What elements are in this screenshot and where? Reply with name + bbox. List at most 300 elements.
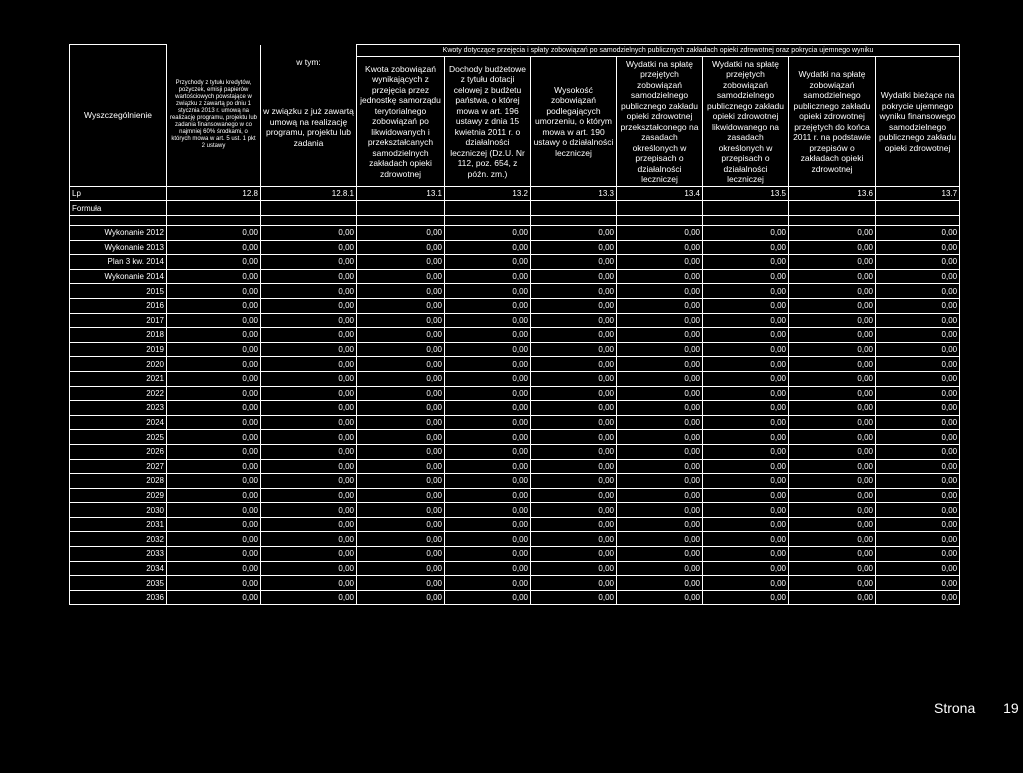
table-row: [70, 444, 960, 459]
table-row: [70, 313, 960, 328]
table-cell: 0,00: [531, 532, 617, 547]
table-cell: 0,00: [445, 517, 531, 532]
table-cell: 0,00: [357, 459, 445, 474]
row-label: 2032: [70, 532, 167, 547]
table-cell: 0,00: [357, 240, 445, 255]
table-cell: 0,00: [357, 532, 445, 547]
row-label: 2028: [70, 474, 167, 489]
table-cell: 0,00: [789, 503, 876, 518]
table-cell: 0,00: [617, 386, 703, 401]
table-cell: 0,00: [789, 444, 876, 459]
table-cell: 0,00: [876, 474, 960, 489]
table-cell: 0,00: [617, 328, 703, 343]
table-cell: 0,00: [167, 371, 261, 386]
table-row: [70, 532, 960, 547]
table-cell: 0,00: [261, 240, 357, 255]
table-cell: 0,00: [789, 561, 876, 576]
table-cell: 0,00: [789, 357, 876, 372]
table-cell: 0,00: [357, 255, 445, 270]
table-row: [70, 342, 960, 357]
row-label: 2024: [70, 415, 167, 430]
table-cell: 0,00: [167, 576, 261, 591]
table-row: [70, 328, 960, 343]
col-header-name: Wyszczególnienie: [70, 45, 167, 187]
table-cell: 0,00: [876, 313, 960, 328]
row-label: 2016: [70, 298, 167, 313]
table-cell: 0,00: [703, 226, 789, 241]
table-cell: 0,00: [261, 328, 357, 343]
table-cell: 0,00: [261, 401, 357, 416]
table-row: [70, 240, 960, 255]
table-cell: 0,00: [789, 590, 876, 605]
table-cell: 0,00: [357, 561, 445, 576]
lp-label: Lp: [70, 187, 167, 201]
lp-code: 13.2: [445, 187, 531, 201]
table-cell: 0,00: [789, 386, 876, 401]
table-cell: 0,00: [703, 474, 789, 489]
table-cell: 0,00: [445, 269, 531, 284]
table-cell: 0,00: [617, 547, 703, 562]
col-header-13-5: Wydatki na spłatę przejętych zobowiązań samodzielnego publicznego zakładu opieki zdrowotnej likwidowanego na zasadach określonych w przepisach o działalności leczniczej: [703, 57, 789, 187]
page-footer: [934, 700, 1019, 716]
table-row: [70, 298, 960, 313]
table-cell: 0,00: [617, 415, 703, 430]
table-cell: 0,00: [531, 517, 617, 532]
table-cell: 0,00: [617, 532, 703, 547]
table-row: [70, 590, 960, 605]
table-cell: 0,00: [357, 474, 445, 489]
table-cell: 0,00: [261, 561, 357, 576]
table-cell: 0,00: [445, 342, 531, 357]
table-cell: 0,00: [876, 503, 960, 518]
table-cell: 0,00: [357, 444, 445, 459]
table-cell: 0,00: [617, 590, 703, 605]
table-cell: 0,00: [617, 488, 703, 503]
table-cell: 0,00: [167, 255, 261, 270]
table-cell: 0,00: [357, 313, 445, 328]
table-cell: 0,00: [876, 590, 960, 605]
table-cell: 0,00: [167, 226, 261, 241]
table-cell: 0,00: [531, 590, 617, 605]
table-cell: 0,00: [357, 328, 445, 343]
table-cell: 0,00: [357, 269, 445, 284]
table-cell: 0,00: [789, 430, 876, 445]
table-row: [70, 255, 960, 270]
lp-code: 12.8.1: [261, 187, 357, 201]
table-cell: 0,00: [876, 488, 960, 503]
table-cell: 0,00: [703, 357, 789, 372]
lp-code: 13.3: [531, 187, 617, 201]
table-cell: 0,00: [261, 313, 357, 328]
table-cell: 0,00: [261, 444, 357, 459]
table-cell: 0,00: [703, 547, 789, 562]
table-cell: 0,00: [445, 459, 531, 474]
table-cell: 0,00: [876, 328, 960, 343]
table-cell: 0,00: [789, 517, 876, 532]
table-row: [70, 401, 960, 416]
table-cell: 0,00: [357, 226, 445, 241]
table-row: [70, 226, 960, 241]
col-header-12-8: Przychody z tytułu kredytów, pożyczek, emisji papierów wartościowych powstające w związku z zawartą po dniu 1 stycznia 2013 r. umową na realizację programu, projektu lub zadania finansowanego w co najmniej 60% środkami, o których mowa w art. 5 ust. 1 pkt 2 ustawy: [167, 45, 261, 187]
table-cell: 0,00: [445, 532, 531, 547]
table-cell: 0,00: [617, 298, 703, 313]
lp-row: [70, 187, 960, 201]
table-cell: 0,00: [261, 342, 357, 357]
row-label: 2018: [70, 328, 167, 343]
table-row: [70, 474, 960, 489]
table-cell: 0,00: [261, 415, 357, 430]
table-cell: 0,00: [617, 313, 703, 328]
table-cell: 0,00: [357, 298, 445, 313]
table-row: [70, 488, 960, 503]
table-cell: 0,00: [531, 284, 617, 299]
table-cell: 0,00: [617, 459, 703, 474]
table-cell: 0,00: [261, 532, 357, 547]
table-cell: 0,00: [617, 269, 703, 284]
table-cell: 0,00: [445, 474, 531, 489]
table-cell: 0,00: [789, 284, 876, 299]
table-cell: 0,00: [617, 561, 703, 576]
table-cell: 0,00: [445, 561, 531, 576]
row-label: Wykonanie 2012: [70, 226, 167, 241]
table-cell: 0,00: [617, 240, 703, 255]
table-cell: 0,00: [617, 503, 703, 518]
table-cell: 0,00: [261, 503, 357, 518]
table-cell: 0,00: [876, 547, 960, 562]
row-label: 2026: [70, 444, 167, 459]
table-cell: 0,00: [261, 386, 357, 401]
col-header-13-6: Wydatki na spłatę zobowiązań samodzielnego publicznego zakładu opieki zdrowotnej przejętych do końca 2011 r. na podstawie przepisów o zakładach opieki zdrowotnej: [789, 57, 876, 187]
table-cell: 0,00: [167, 488, 261, 503]
table-cell: 0,00: [789, 474, 876, 489]
table-cell: 0,00: [876, 342, 960, 357]
table-cell: 0,00: [167, 459, 261, 474]
table-cell: 0,00: [703, 284, 789, 299]
table-cell: 0,00: [617, 430, 703, 445]
table-cell: 0,00: [357, 415, 445, 430]
table-cell: 0,00: [167, 313, 261, 328]
table-cell: 0,00: [445, 547, 531, 562]
table-cell: 0,00: [531, 313, 617, 328]
table-cell: 0,00: [617, 226, 703, 241]
table-cell: 0,00: [876, 240, 960, 255]
row-label: 2023: [70, 401, 167, 416]
table-cell: 0,00: [876, 532, 960, 547]
table-row: [70, 386, 960, 401]
table-cell: 0,00: [703, 298, 789, 313]
table-cell: 0,00: [789, 226, 876, 241]
group-header: Kwoty dotyczące przejęcia i spłaty zobowiązań po samodzielnych publicznych zakładach opieki zdrowotnej oraz pokrycia ujemnego wyniku: [357, 45, 960, 57]
table-cell: 0,00: [789, 401, 876, 416]
table-cell: 0,00: [789, 488, 876, 503]
table-cell: 0,00: [261, 284, 357, 299]
table-cell: 0,00: [261, 459, 357, 474]
table-cell: 0,00: [876, 517, 960, 532]
row-label: 2019: [70, 342, 167, 357]
page-label: Strona: [934, 700, 976, 716]
table-cell: 0,00: [876, 226, 960, 241]
lp-code: 13.1: [357, 187, 445, 201]
table-cell: 0,00: [703, 561, 789, 576]
table-cell: 0,00: [703, 590, 789, 605]
table-cell: 0,00: [167, 269, 261, 284]
table-cell: 0,00: [703, 255, 789, 270]
col-header-13-7: Wydatki bieżące na pokrycie ujemnego wyniku finansowego samodzielnego publicznego zakładu opieki zdrowotnej: [876, 57, 960, 187]
table-cell: 0,00: [703, 488, 789, 503]
table-cell: 0,00: [789, 547, 876, 562]
row-label: 2031: [70, 517, 167, 532]
table-cell: 0,00: [531, 503, 617, 518]
formula-row: [70, 201, 960, 216]
table-cell: 0,00: [531, 547, 617, 562]
table-cell: 0,00: [445, 298, 531, 313]
lp-code: 12.8: [167, 187, 261, 201]
table-row: [70, 430, 960, 445]
table-cell: 0,00: [531, 226, 617, 241]
table-cell: 0,00: [357, 430, 445, 445]
row-label: 2027: [70, 459, 167, 474]
table-cell: 0,00: [876, 444, 960, 459]
table-cell: 0,00: [261, 226, 357, 241]
table-cell: 0,00: [445, 386, 531, 401]
table-cell: 0,00: [876, 415, 960, 430]
table-cell: 0,00: [445, 371, 531, 386]
table-cell: 0,00: [261, 517, 357, 532]
table-cell: 0,00: [261, 255, 357, 270]
table-cell: 0,00: [703, 430, 789, 445]
table-cell: 0,00: [357, 590, 445, 605]
table-cell: 0,00: [531, 269, 617, 284]
page-number: 19: [1003, 700, 1019, 716]
table-cell: 0,00: [261, 590, 357, 605]
table-cell: 0,00: [531, 561, 617, 576]
table-cell: 0,00: [357, 576, 445, 591]
table-cell: 0,00: [876, 284, 960, 299]
table-cell: 0,00: [703, 313, 789, 328]
table-cell: 0,00: [876, 430, 960, 445]
table-cell: 0,00: [617, 255, 703, 270]
table-cell: 0,00: [167, 342, 261, 357]
table-cell: 0,00: [261, 488, 357, 503]
table-cell: 0,00: [167, 328, 261, 343]
table-cell: 0,00: [531, 415, 617, 430]
col-header-13-1: Kwota zobowiązań wynikających z przejęcia przez jednostkę samorządu terytorialnego zobowiązań po likwidowanych i przekształcanych samodzielnych zakładach opieki zdrowotnej: [357, 57, 445, 187]
table-cell: 0,00: [876, 561, 960, 576]
table-cell: 0,00: [617, 517, 703, 532]
table-cell: 0,00: [167, 401, 261, 416]
table-cell: 0,00: [357, 547, 445, 562]
row-label: 2029: [70, 488, 167, 503]
table-cell: 0,00: [876, 386, 960, 401]
table-cell: 0,00: [357, 357, 445, 372]
table-row: [70, 357, 960, 372]
table-cell: 0,00: [531, 488, 617, 503]
table-cell: 0,00: [789, 240, 876, 255]
table-cell: 0,00: [876, 255, 960, 270]
table-cell: 0,00: [789, 298, 876, 313]
finance-table: [69, 44, 960, 605]
table-cell: 0,00: [445, 357, 531, 372]
table-cell: 0,00: [445, 226, 531, 241]
table-cell: 0,00: [531, 298, 617, 313]
row-label: 2020: [70, 357, 167, 372]
table-cell: 0,00: [167, 590, 261, 605]
table-cell: 0,00: [617, 284, 703, 299]
table-row: [70, 561, 960, 576]
table-cell: 0,00: [703, 415, 789, 430]
table-cell: 0,00: [167, 357, 261, 372]
row-label: 2021: [70, 371, 167, 386]
table-cell: 0,00: [876, 298, 960, 313]
table-cell: 0,00: [531, 474, 617, 489]
table-cell: 0,00: [617, 474, 703, 489]
table-cell: 0,00: [445, 503, 531, 518]
table-cell: 0,00: [703, 517, 789, 532]
table-cell: 0,00: [703, 342, 789, 357]
lp-code: 13.5: [703, 187, 789, 201]
table-cell: 0,00: [167, 547, 261, 562]
table-cell: 0,00: [445, 284, 531, 299]
table-cell: 0,00: [531, 255, 617, 270]
table-cell: 0,00: [531, 357, 617, 372]
table-cell: 0,00: [617, 371, 703, 386]
row-label: 2015: [70, 284, 167, 299]
table-cell: 0,00: [703, 240, 789, 255]
formula-label: Formuła: [70, 201, 167, 216]
table-cell: 0,00: [357, 503, 445, 518]
table-cell: 0,00: [357, 517, 445, 532]
table-cell: 0,00: [357, 342, 445, 357]
table-cell: 0,00: [445, 328, 531, 343]
table-cell: 0,00: [445, 255, 531, 270]
table-row: [70, 269, 960, 284]
row-label: 2022: [70, 386, 167, 401]
table-cell: 0,00: [617, 444, 703, 459]
table-row: [70, 503, 960, 518]
table-cell: 0,00: [261, 430, 357, 445]
col-header-13-3: Wysokość zobowiązań podlegających umorzeniu, o którym mowa w art. 190 ustawy o działalności leczniczej: [531, 57, 617, 187]
table-cell: 0,00: [531, 401, 617, 416]
table-cell: 0,00: [703, 371, 789, 386]
row-label: 2025: [70, 430, 167, 445]
table-row: [70, 371, 960, 386]
table-cell: 0,00: [703, 532, 789, 547]
table-cell: 0,00: [167, 474, 261, 489]
table-cell: 0,00: [531, 459, 617, 474]
table-cell: 0,00: [789, 459, 876, 474]
table-cell: 0,00: [789, 532, 876, 547]
table-cell: 0,00: [167, 386, 261, 401]
row-label: 2036: [70, 590, 167, 605]
table-cell: 0,00: [789, 269, 876, 284]
table-cell: 0,00: [703, 328, 789, 343]
table-cell: 0,00: [167, 503, 261, 518]
table-cell: 0,00: [167, 240, 261, 255]
table-cell: 0,00: [261, 547, 357, 562]
lp-code: 13.4: [617, 187, 703, 201]
table-cell: 0,00: [789, 342, 876, 357]
col-header-13-2: Dochody budżetowe z tytułu dotacji celowej z budżetu państwa, o której mowa w art. 196 ustawy z dnia 15 kwietnia 2011 r. o działalności leczniczej (Dz.U. Nr 112, poz. 654, z późn. zm.): [445, 57, 531, 187]
table-cell: 0,00: [167, 517, 261, 532]
table-row: [70, 547, 960, 562]
table-cell: 0,00: [167, 298, 261, 313]
row-label: 2033: [70, 547, 167, 562]
table-cell: 0,00: [357, 371, 445, 386]
w-tym-label: w tym:: [261, 57, 357, 69]
table-cell: 0,00: [445, 313, 531, 328]
table-cell: 0,00: [789, 328, 876, 343]
table-row: [70, 517, 960, 532]
row-label: Wykonanie 2014: [70, 269, 167, 284]
table-cell: 0,00: [531, 371, 617, 386]
table-cell: 0,00: [703, 503, 789, 518]
table-cell: 0,00: [357, 401, 445, 416]
table-cell: 0,00: [167, 561, 261, 576]
table-cell: 0,00: [703, 576, 789, 591]
table-cell: 0,00: [531, 576, 617, 591]
table-cell: 0,00: [445, 488, 531, 503]
table-cell: 0,00: [617, 401, 703, 416]
table-cell: 0,00: [876, 459, 960, 474]
lp-code: 13.6: [789, 187, 876, 201]
table-cell: 0,00: [261, 269, 357, 284]
table-cell: 0,00: [531, 342, 617, 357]
row-label: 2017: [70, 313, 167, 328]
table-cell: 0,00: [167, 532, 261, 547]
lp-code: 13.7: [876, 187, 960, 201]
table-cell: 0,00: [261, 576, 357, 591]
table-cell: 0,00: [357, 284, 445, 299]
table-cell: 0,00: [617, 342, 703, 357]
table-cell: 0,00: [445, 415, 531, 430]
table-cell: 0,00: [261, 371, 357, 386]
table-cell: 0,00: [703, 401, 789, 416]
table-row: [70, 415, 960, 430]
table-row: [70, 576, 960, 591]
table-cell: 0,00: [789, 415, 876, 430]
table-cell: 0,00: [703, 459, 789, 474]
table-cell: 0,00: [445, 590, 531, 605]
table-cell: 0,00: [357, 488, 445, 503]
table-cell: 0,00: [445, 401, 531, 416]
table-cell: 0,00: [531, 240, 617, 255]
table-cell: 0,00: [703, 386, 789, 401]
table-cell: 0,00: [789, 313, 876, 328]
table-cell: 0,00: [167, 415, 261, 430]
table-cell: 0,00: [357, 386, 445, 401]
table-row: [70, 284, 960, 299]
table-cell: 0,00: [876, 401, 960, 416]
table-cell: 0,00: [445, 240, 531, 255]
table-cell: 0,00: [261, 298, 357, 313]
table-cell: 0,00: [531, 328, 617, 343]
table-cell: 0,00: [703, 444, 789, 459]
table-cell: 0,00: [876, 371, 960, 386]
table-cell: 0,00: [445, 430, 531, 445]
row-label: Plan 3 kw. 2014: [70, 255, 167, 270]
table-cell: 0,00: [445, 444, 531, 459]
table-cell: 0,00: [789, 576, 876, 591]
table-cell: 0,00: [167, 284, 261, 299]
table-cell: 0,00: [261, 474, 357, 489]
table-cell: 0,00: [876, 357, 960, 372]
table-cell: 0,00: [617, 357, 703, 372]
table-cell: 0,00: [876, 269, 960, 284]
row-label: 2030: [70, 503, 167, 518]
table-cell: 0,00: [703, 269, 789, 284]
table-cell: 0,00: [789, 371, 876, 386]
table-cell: 0,00: [617, 576, 703, 591]
